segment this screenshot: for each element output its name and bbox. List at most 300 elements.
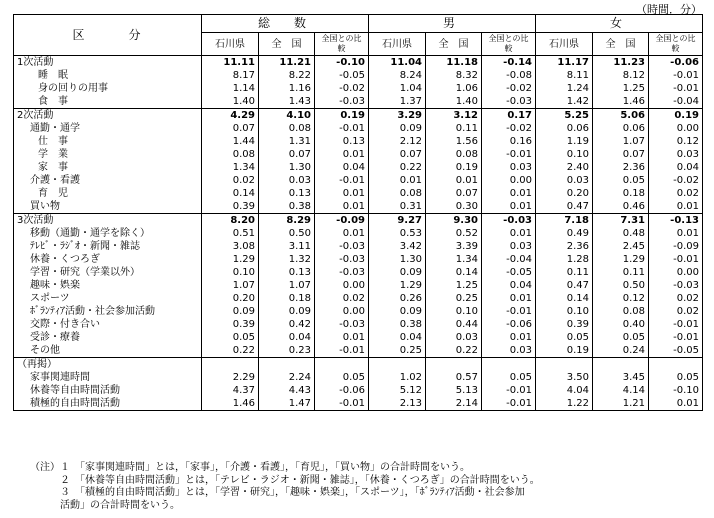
- value-cell: 8.24: [369, 69, 426, 82]
- value-cell: 0.05: [202, 331, 259, 344]
- row-label: 身の回りの用事: [14, 82, 202, 95]
- value-cell: 0.00: [315, 305, 369, 318]
- value-cell: 8.17: [202, 69, 259, 82]
- table-row: [14, 148, 703, 161]
- value-cell: 1.42: [536, 95, 593, 109]
- table-row: [14, 331, 703, 344]
- value-cell: 0.47: [536, 279, 593, 292]
- value-cell: 8.11: [536, 69, 593, 82]
- value-cell: -0.01: [482, 384, 536, 397]
- value-cell: 0.57: [426, 371, 482, 384]
- value-cell: 0.04: [315, 161, 369, 174]
- value-cell: 0.09: [369, 266, 426, 279]
- value-cell: -0.03: [315, 318, 369, 331]
- value-cell: 1.29: [593, 253, 649, 266]
- row-label: 育 児: [14, 187, 202, 200]
- value-cell: 0.16: [482, 135, 536, 148]
- table-row: [14, 305, 703, 318]
- value-cell: 0.01: [315, 331, 369, 344]
- value-cell: 0.20: [202, 292, 259, 305]
- value-cell: 0.00: [482, 174, 536, 187]
- unit-label: （時間．分）: [636, 3, 702, 16]
- value-cell: -0.01: [482, 397, 536, 411]
- value-cell: -0.02: [482, 82, 536, 95]
- value-cell: -0.01: [649, 69, 703, 82]
- value-cell: 0.07: [202, 122, 259, 135]
- value-cell: -0.03: [315, 253, 369, 266]
- note-line: 活動」の合計時間をいう。: [30, 499, 180, 511]
- group-male-header: 男: [369, 15, 536, 33]
- row-label: ﾎﾞﾗﾝﾃｨｱ活動・社会参加活動: [14, 305, 202, 318]
- value-cell: 1.02: [369, 371, 426, 384]
- value-cell: 0.39: [536, 318, 593, 331]
- value-cell: 0.06: [593, 122, 649, 135]
- value-cell: -0.10: [315, 56, 369, 70]
- value-cell: 0.30: [426, 200, 482, 214]
- table-row: [14, 109, 703, 123]
- table-row: [14, 95, 703, 109]
- value-cell: 0.25: [426, 292, 482, 305]
- value-cell: 0.05: [536, 331, 593, 344]
- row-label: 受診・療養: [14, 331, 202, 344]
- row-label: 仕 事: [14, 135, 202, 148]
- value-cell: 0.19: [536, 344, 593, 358]
- value-cell: 7.31: [593, 214, 649, 228]
- value-cell: 0.03: [536, 174, 593, 187]
- value-cell: 0.46: [593, 200, 649, 214]
- value-cell: -0.01: [315, 174, 369, 187]
- value-cell: 0.05: [315, 371, 369, 384]
- value-cell: 1.46: [202, 397, 259, 411]
- value-cell: 0.01: [482, 227, 536, 240]
- time-use-table: [13, 14, 703, 411]
- note-line: ３ 「積極的自由時間活動」とは，「学習・研究」，「趣味・娯楽」，「スポーツ」，「ﾎﾞﾗﾝﾃｨｱ活動・社会参加: [30, 487, 525, 498]
- value-cell: 0.03: [482, 240, 536, 253]
- value-cell: 0.13: [259, 266, 315, 279]
- value-cell: [315, 358, 369, 372]
- category-header: 区 分: [14, 15, 202, 56]
- value-cell: 0.24: [593, 344, 649, 358]
- row-label: 介護・看護: [14, 174, 202, 187]
- group-female-header: 女: [536, 15, 703, 33]
- row-label: 積極的自由時間活動: [14, 397, 202, 411]
- group-total-header: 総 数: [202, 15, 369, 33]
- value-cell: 0.25: [369, 344, 426, 358]
- value-cell: 0.01: [315, 227, 369, 240]
- col-diff: 全国との比較: [315, 33, 369, 56]
- value-cell: -0.01: [649, 253, 703, 266]
- value-cell: 1.06: [426, 82, 482, 95]
- value-cell: 8.32: [426, 69, 482, 82]
- value-cell: 9.30: [426, 214, 482, 228]
- value-cell: 0.00: [315, 279, 369, 292]
- value-cell: 0.01: [315, 148, 369, 161]
- value-cell: 11.21: [259, 56, 315, 70]
- value-cell: 0.01: [482, 187, 536, 200]
- value-cell: -0.13: [649, 214, 703, 228]
- value-cell: 0.01: [482, 292, 536, 305]
- value-cell: [369, 358, 426, 372]
- value-cell: 1.22: [536, 397, 593, 411]
- row-label: 2次活動: [14, 109, 202, 123]
- row-label: （再掲）: [14, 358, 202, 372]
- value-cell: 0.52: [426, 227, 482, 240]
- value-cell: 0.31: [369, 200, 426, 214]
- table-row: [14, 82, 703, 95]
- col-ishikawa: 石川県: [536, 33, 593, 56]
- value-cell: 4.04: [536, 384, 593, 397]
- value-cell: 0.03: [649, 148, 703, 161]
- value-cell: 0.47: [536, 200, 593, 214]
- value-cell: 1.04: [369, 82, 426, 95]
- value-cell: 1.19: [536, 135, 593, 148]
- value-cell: 1.24: [536, 82, 593, 95]
- value-cell: -0.03: [315, 240, 369, 253]
- value-cell: 0.03: [482, 344, 536, 358]
- value-cell: 0.02: [649, 292, 703, 305]
- value-cell: 7.18: [536, 214, 593, 228]
- table-row: [14, 174, 703, 187]
- col-ishikawa: 石川県: [202, 33, 259, 56]
- value-cell: 0.48: [593, 227, 649, 240]
- value-cell: 0.02: [649, 187, 703, 200]
- value-cell: -0.01: [315, 122, 369, 135]
- value-cell: 1.30: [259, 161, 315, 174]
- value-cell: 2.29: [202, 371, 259, 384]
- col-diff: 全国との比較: [482, 33, 536, 56]
- value-cell: 0.50: [593, 279, 649, 292]
- value-cell: 0.00: [649, 122, 703, 135]
- row-label: 食 事: [14, 95, 202, 109]
- value-cell: -0.03: [482, 214, 536, 228]
- table-row: [14, 227, 703, 240]
- row-label: 3次活動: [14, 214, 202, 228]
- value-cell: 1.07: [593, 135, 649, 148]
- row-label: 1次活動: [14, 56, 202, 70]
- value-cell: 11.11: [202, 56, 259, 70]
- value-cell: 1.29: [202, 253, 259, 266]
- value-cell: 0.01: [649, 200, 703, 214]
- value-cell: 0.08: [426, 148, 482, 161]
- col-diff: 全国との比較: [649, 33, 703, 56]
- value-cell: 1.40: [426, 95, 482, 109]
- value-cell: 5.12: [369, 384, 426, 397]
- table-row: [14, 292, 703, 305]
- row-label: 買い物: [14, 200, 202, 214]
- value-cell: 1.56: [426, 135, 482, 148]
- value-cell: 0.01: [649, 227, 703, 240]
- table-row: [14, 397, 703, 411]
- row-label: 通勤・通学: [14, 122, 202, 135]
- value-cell: 0.40: [593, 318, 649, 331]
- value-cell: -0.01: [482, 305, 536, 318]
- value-cell: 3.29: [369, 109, 426, 123]
- value-cell: 0.00: [649, 266, 703, 279]
- value-cell: -0.03: [315, 95, 369, 109]
- value-cell: 3.50: [536, 371, 593, 384]
- value-cell: 0.44: [426, 318, 482, 331]
- value-cell: 0.10: [426, 305, 482, 318]
- value-cell: -0.03: [649, 279, 703, 292]
- value-cell: 1.47: [259, 397, 315, 411]
- value-cell: 2.14: [426, 397, 482, 411]
- row-label: 学習・研究（学業以外）: [14, 266, 202, 279]
- table-row: [14, 135, 703, 148]
- value-cell: 0.11: [536, 266, 593, 279]
- value-cell: 0.11: [426, 122, 482, 135]
- row-label: スポーツ: [14, 292, 202, 305]
- value-cell: 1.31: [259, 135, 315, 148]
- value-cell: 1.29: [369, 279, 426, 292]
- value-cell: 9.27: [369, 214, 426, 228]
- value-cell: 0.14: [202, 187, 259, 200]
- value-cell: 0.04: [259, 331, 315, 344]
- value-cell: 0.38: [369, 318, 426, 331]
- value-cell: 1.32: [259, 253, 315, 266]
- row-label: ﾃﾚﾋﾞ・ﾗｼﾞｵ・新聞・雑誌: [14, 240, 202, 253]
- value-cell: 1.16: [259, 82, 315, 95]
- value-cell: 11.17: [536, 56, 593, 70]
- value-cell: 0.01: [315, 200, 369, 214]
- value-cell: 0.03: [259, 174, 315, 187]
- row-label: その他: [14, 344, 202, 358]
- value-cell: -0.03: [482, 95, 536, 109]
- table-row: [14, 56, 703, 70]
- value-cell: 1.30: [369, 253, 426, 266]
- row-label: 交際・付き合い: [14, 318, 202, 331]
- value-cell: 2.36: [593, 161, 649, 174]
- value-cell: 8.29: [259, 214, 315, 228]
- value-cell: 0.18: [259, 292, 315, 305]
- value-cell: 3.12: [426, 109, 482, 123]
- value-cell: 8.20: [202, 214, 259, 228]
- row-label: 学 業: [14, 148, 202, 161]
- value-cell: 0.38: [259, 200, 315, 214]
- value-cell: [482, 358, 536, 372]
- value-cell: 0.08: [202, 148, 259, 161]
- value-cell: 0.05: [482, 371, 536, 384]
- value-cell: -0.06: [649, 56, 703, 70]
- value-cell: 0.02: [202, 174, 259, 187]
- value-cell: -0.03: [315, 266, 369, 279]
- value-cell: 3.11: [259, 240, 315, 253]
- value-cell: 5.13: [426, 384, 482, 397]
- value-cell: 0.06: [536, 122, 593, 135]
- value-cell: 0.51: [202, 227, 259, 240]
- value-cell: 0.04: [649, 161, 703, 174]
- value-cell: 0.08: [369, 187, 426, 200]
- value-cell: 0.13: [259, 187, 315, 200]
- col-ishikawa: 石川県: [369, 33, 426, 56]
- value-cell: 0.01: [369, 174, 426, 187]
- value-cell: 0.19: [315, 109, 369, 123]
- value-cell: 0.18: [593, 187, 649, 200]
- value-cell: -0.02: [315, 82, 369, 95]
- value-cell: -0.02: [482, 122, 536, 135]
- row-label: 休養・くつろぎ: [14, 253, 202, 266]
- value-cell: [536, 358, 593, 372]
- value-cell: 2.45: [593, 240, 649, 253]
- value-cell: -0.01: [315, 397, 369, 411]
- table-row: [14, 214, 703, 228]
- value-cell: 0.26: [369, 292, 426, 305]
- value-cell: 1.25: [593, 82, 649, 95]
- table-row: [14, 344, 703, 358]
- value-cell: 0.05: [593, 174, 649, 187]
- value-cell: -0.09: [315, 214, 369, 228]
- value-cell: 0.50: [259, 227, 315, 240]
- value-cell: 4.37: [202, 384, 259, 397]
- table-row: [14, 240, 703, 253]
- value-cell: 0.22: [369, 161, 426, 174]
- value-cell: -0.01: [649, 318, 703, 331]
- value-cell: 0.08: [593, 305, 649, 318]
- value-cell: [593, 358, 649, 372]
- value-cell: 3.39: [426, 240, 482, 253]
- value-cell: 0.20: [536, 187, 593, 200]
- value-cell: 3.08: [202, 240, 259, 253]
- value-cell: -0.06: [482, 318, 536, 331]
- value-cell: 0.07: [426, 187, 482, 200]
- value-cell: -0.06: [315, 384, 369, 397]
- row-label: 移動（通勤・通学を除く）: [14, 227, 202, 240]
- col-national: 全 国: [593, 33, 649, 56]
- value-cell: 2.13: [369, 397, 426, 411]
- value-cell: 1.14: [202, 82, 259, 95]
- value-cell: 0.09: [369, 122, 426, 135]
- value-cell: -0.08: [482, 69, 536, 82]
- value-cell: 0.10: [202, 266, 259, 279]
- value-cell: 0.04: [369, 331, 426, 344]
- value-cell: 0.01: [649, 397, 703, 411]
- value-cell: 0.07: [593, 148, 649, 161]
- table-row: [14, 266, 703, 279]
- value-cell: 2.24: [259, 371, 315, 384]
- value-cell: 2.12: [369, 135, 426, 148]
- value-cell: 1.37: [369, 95, 426, 109]
- value-cell: 0.49: [536, 227, 593, 240]
- value-cell: -0.09: [649, 240, 703, 253]
- value-cell: 2.36: [536, 240, 593, 253]
- value-cell: 0.12: [593, 292, 649, 305]
- value-cell: 0.10: [536, 148, 593, 161]
- value-cell: -0.01: [649, 82, 703, 95]
- value-cell: 0.05: [593, 331, 649, 344]
- table-row: [14, 318, 703, 331]
- row-label: 家事関連時間: [14, 371, 202, 384]
- value-cell: 0.13: [315, 135, 369, 148]
- value-cell: 1.25: [426, 279, 482, 292]
- note-line: ２ 「休養等自由時間活動」とは，「テレビ・ラジオ・新聞・雑誌」，「休養・くつろぎ」の合計時間をいう。: [30, 474, 540, 486]
- value-cell: 0.08: [259, 122, 315, 135]
- value-cell: 1.21: [593, 397, 649, 411]
- value-cell: 0.02: [649, 305, 703, 318]
- value-cell: -0.05: [482, 266, 536, 279]
- value-cell: 0.19: [649, 109, 703, 123]
- value-cell: 4.29: [202, 109, 259, 123]
- table-row: [14, 384, 703, 397]
- value-cell: 1.07: [259, 279, 315, 292]
- table-row: [14, 122, 703, 135]
- value-cell: 3.42: [369, 240, 426, 253]
- value-cell: 8.22: [259, 69, 315, 82]
- value-cell: 0.03: [482, 161, 536, 174]
- value-cell: 0.01: [315, 187, 369, 200]
- value-cell: [649, 358, 703, 372]
- value-cell: 5.25: [536, 109, 593, 123]
- value-cell: 0.42: [259, 318, 315, 331]
- value-cell: 1.34: [426, 253, 482, 266]
- value-cell: -0.14: [482, 56, 536, 70]
- value-cell: 11.18: [426, 56, 482, 70]
- value-cell: [426, 358, 482, 372]
- row-label: 休養等自由時間活動: [14, 384, 202, 397]
- value-cell: -0.01: [482, 148, 536, 161]
- value-cell: 0.03: [426, 331, 482, 344]
- value-cell: 4.43: [259, 384, 315, 397]
- value-cell: 4.10: [259, 109, 315, 123]
- value-cell: [202, 358, 259, 372]
- row-label: 睡 眠: [14, 69, 202, 82]
- value-cell: 5.06: [593, 109, 649, 123]
- value-cell: 0.39: [202, 318, 259, 331]
- value-cell: -0.01: [315, 344, 369, 358]
- value-cell: 1.46: [593, 95, 649, 109]
- value-cell: 0.10: [536, 305, 593, 318]
- value-cell: 0.02: [315, 292, 369, 305]
- value-cell: 1.40: [202, 95, 259, 109]
- value-cell: 0.09: [259, 305, 315, 318]
- value-cell: 0.11: [593, 266, 649, 279]
- value-cell: 0.39: [202, 200, 259, 214]
- value-cell: 8.12: [593, 69, 649, 82]
- col-national: 全 国: [426, 33, 482, 56]
- value-cell: 0.01: [482, 331, 536, 344]
- value-cell: 0.53: [369, 227, 426, 240]
- value-cell: 0.01: [426, 174, 482, 187]
- value-cell: 0.04: [482, 279, 536, 292]
- value-cell: 1.44: [202, 135, 259, 148]
- table-row: [14, 253, 703, 266]
- value-cell: 0.12: [649, 135, 703, 148]
- table-row: [14, 371, 703, 384]
- value-cell: 0.05: [649, 371, 703, 384]
- value-cell: 0.14: [536, 292, 593, 305]
- value-cell: 2.40: [536, 161, 593, 174]
- value-cell: 1.28: [536, 253, 593, 266]
- table-row: [14, 161, 703, 174]
- value-cell: 0.01: [482, 200, 536, 214]
- value-cell: 11.04: [369, 56, 426, 70]
- value-cell: 0.09: [369, 305, 426, 318]
- value-cell: 1.07: [202, 279, 259, 292]
- note-line: （注）１ 「家事関連時間」とは，「家事」，「介護・看護」，「育児」，「買い物」の合計時間をいう。: [30, 462, 470, 473]
- value-cell: 3.45: [593, 371, 649, 384]
- table-row: [14, 279, 703, 292]
- value-cell: -0.10: [649, 384, 703, 397]
- value-cell: -0.05: [315, 69, 369, 82]
- table-row: [14, 358, 703, 372]
- value-cell: 0.22: [202, 344, 259, 358]
- value-cell: 1.34: [202, 161, 259, 174]
- table-row: [14, 69, 703, 82]
- value-cell: 0.17: [482, 109, 536, 123]
- value-cell: [259, 358, 315, 372]
- value-cell: 1.43: [259, 95, 315, 109]
- row-label: 趣味・娯楽: [14, 279, 202, 292]
- col-national: 全 国: [259, 33, 315, 56]
- value-cell: -0.04: [649, 95, 703, 109]
